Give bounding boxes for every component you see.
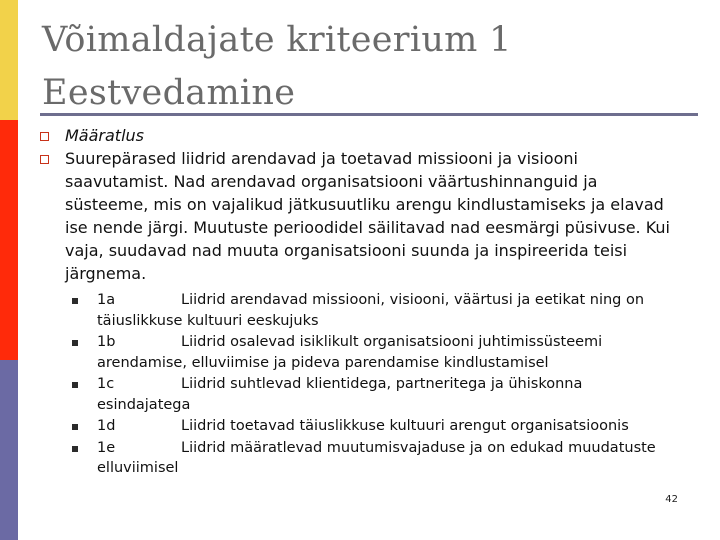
title-divider <box>40 113 698 116</box>
criterion-code: 1c <box>97 376 115 392</box>
sub-bullet-item <box>72 290 670 331</box>
criterion-code: 1e <box>97 439 116 456</box>
sub-bullet-list <box>72 290 670 479</box>
filled-square-bullet-icon <box>72 340 78 346</box>
page-number: 42 <box>665 494 678 505</box>
criterion-code: 1d <box>97 418 116 434</box>
criterion-text: Liidrid toetavad täiuslikkuse kultuuri arengut organisatsioonis <box>181 418 629 434</box>
filled-square-bullet-icon <box>72 424 78 430</box>
criterion-text: Liidrid määratlevad muutumisvajaduse ja on edukad muudatuste elluviimisel <box>97 439 656 476</box>
side-bar-yellow <box>0 0 18 120</box>
slide-title <box>42 14 682 120</box>
slide-title-line-2: Eestvedamine <box>42 73 296 113</box>
filled-square-bullet-icon <box>72 382 78 388</box>
side-bar-red <box>0 120 18 360</box>
bullet-list <box>40 124 670 480</box>
sub-bullet-item <box>72 332 670 373</box>
bullet-text: Määratlus <box>65 126 144 145</box>
criterion-text: Liidrid osalevad isiklikult organisatsiooni juhtimissüsteemi arendamise, elluviimise ja pideva parendamise kindlustamisel <box>97 334 603 371</box>
bullet-text: Suurepärased liidrid arendavad ja toetavad missiooni ja visiooni saavutamist. Nad arendavad organisatsiooni väärtushinnanguid ja süsteeme, mis on vajalikud jätkusuutliku arengu kindlustamiseks ja elavad ise nende järgi. Muutuste perioodidel säilitavad nad eesmärgi püsivuse. Kui vaja, suudavad nad muuta organisatsiooni suunda ja inspireerida teisi järgnema. <box>65 149 670 283</box>
criterion-code: 1a <box>97 292 116 308</box>
filled-square-bullet-icon <box>72 446 78 452</box>
criterion-code: 1b <box>97 334 116 350</box>
filled-square-bullet-icon <box>72 298 78 304</box>
bullet-item-description <box>40 147 670 285</box>
hollow-square-bullet-icon <box>40 132 49 141</box>
sub-bullet-item <box>72 374 670 415</box>
criterion-text: Liidrid suhtlevad klientidega, partneritega ja ühiskonna esindajatega <box>97 376 583 413</box>
side-bar-purple <box>0 360 18 540</box>
bullet-item-definition <box>40 124 670 147</box>
sub-bullet-item <box>72 416 670 437</box>
sub-bullet-item <box>72 438 670 479</box>
hollow-square-bullet-icon <box>40 155 49 164</box>
criterion-text: Liidrid arendavad missiooni, visiooni, väärtusi ja eetikat ning on täiuslikkuse kultuuri eeskujuks <box>97 292 645 329</box>
slide-title-line-1: Võimaldajate kriteerium 1 <box>42 20 512 60</box>
